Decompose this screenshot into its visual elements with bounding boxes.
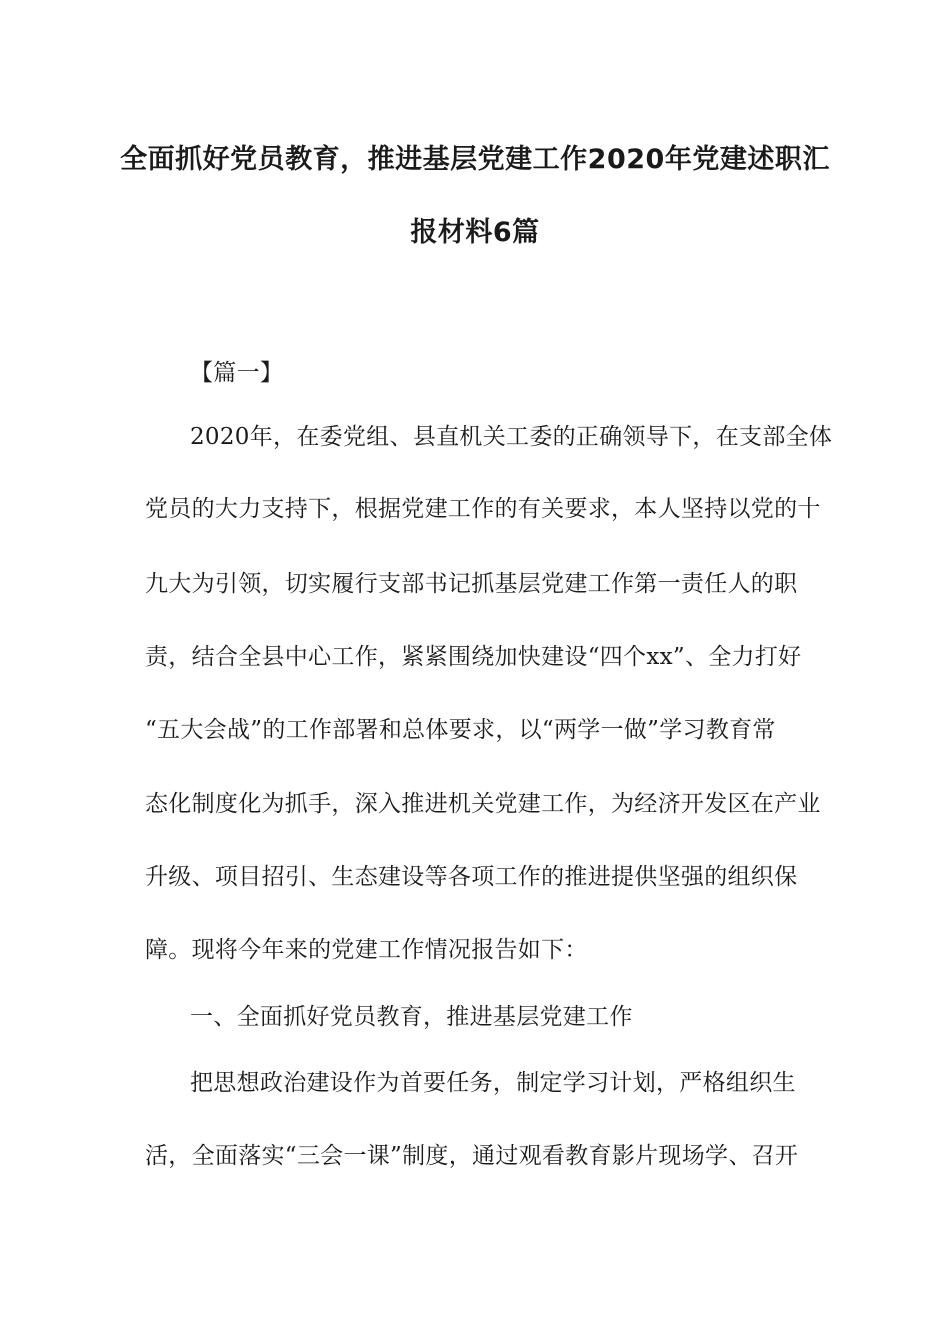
document-title-line-1: 全面抓好党员教育，推进基层党建工作2020年党建述职汇 [120,144,830,175]
body-line-4: 责，结合全县中心工作，紧紧围绕加快建设“四个xx”、全力打好 [145,644,802,670]
body-line-8: 障。现将今年来的党建工作情况报告如下： [145,937,588,963]
body-line-6: 态化制度化为抓手，深入推进机关党建工作，为经济开发区在产业 [145,791,821,817]
section-heading: 一、全面抓好党员教育，推进基层党建工作 [190,1004,633,1030]
body-line-5: “五大会战”的工作部署和总体要求，以“两学一做”学习教育常 [145,717,776,743]
body-line-7: 升级、项目招引、生态建设等各项工作的推进提供坚强的组织保 [145,864,798,890]
body-line-10: 活，全面落实“三会一课”制度，通过观看教育影片现场学、召开 [145,1143,799,1169]
document-title-line-2: 报材料6篇 [410,217,540,248]
section-label: 【篇一】 [190,360,284,386]
body-line-3: 九大为引领，切实履行支部书记抓基层党建工作第一责任人的职 [145,571,798,597]
body-line-9: 把思想政治建设作为首要任务，制定学习计划，严格组织生 [190,1070,796,1096]
body-line-1: 2020年，在委党组、县直机关工委的正确领导下，在支部全体 [190,424,833,450]
body-line-2: 党员的大力支持下，根据党建工作的有关要求，本人坚持以党的十 [145,496,821,522]
